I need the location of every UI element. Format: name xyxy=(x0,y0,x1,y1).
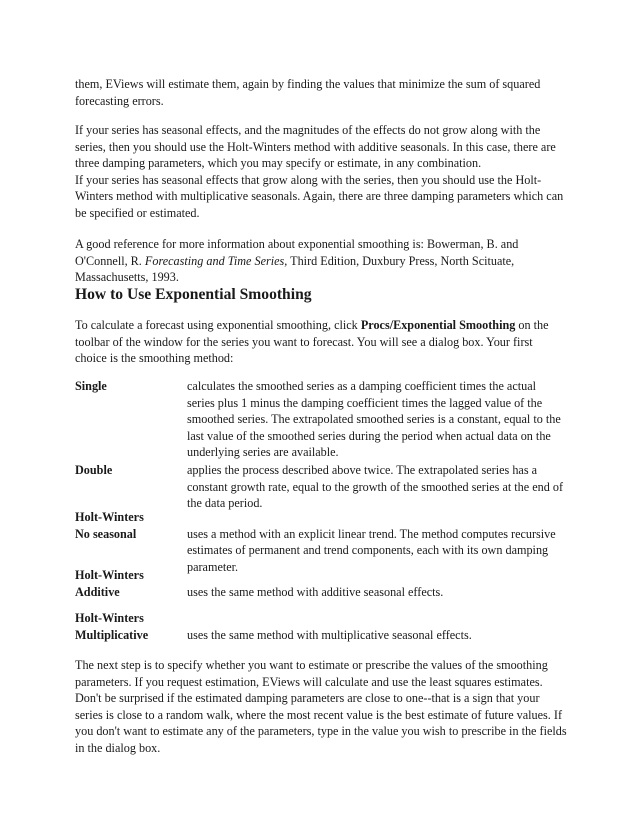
menu-path: Procs/Exponential Smoothing xyxy=(360,318,516,332)
paragraph-additive-seasonals: If your series has seasonal effects, and the magnitudes of the effects do not grow along with the series, then you should use the Holt-Winters method with additive seasonals. In this case, there are three damping parameters, which you may specify or estimate, in any combination. xyxy=(75,123,556,171)
method-term: Holt-Winters Additive xyxy=(75,568,144,599)
reference-book-title: Forecasting and Time Series, xyxy=(144,253,288,268)
method-definition: uses the same method with additive seasonal effects. xyxy=(187,584,444,599)
method-definition: calculates the smoothed series as a damping coefficient times the actual series plus 1 minus the damping coefficient times the lagged value of the smoothed series. The extrapolated smoothed series is a constant, equal to the last value of the smoothed series during the period when actual data on the underlying series are available. xyxy=(187,379,561,460)
paragraph-seasonal xyxy=(75,122,567,222)
how-to-text: To calculate a forecast using exponential smoothing, click xyxy=(75,318,361,332)
reference-text: A good reference for more information about exponential smoothing is: Bowerman, B. and O'Connell, R. xyxy=(75,237,519,268)
section-heading: How to Use Exponential Smoothing xyxy=(75,286,312,303)
reference-publisher: Third Edition, Duxbury Press, North Scituate, Massachusetts, 1993. xyxy=(75,253,515,285)
method-term: Double xyxy=(75,463,113,477)
paragraph-intro-continuation: them, EViews will estimate them, again by finding the values that minimize the sum of squared forecasting errors. xyxy=(75,77,541,108)
method-term: Holt-Winters Multiplicative xyxy=(75,611,149,642)
method-definition: uses a method with an explicit linear trend. The method computes recursive estimates of permanent and trend components, each with its own damping parameter. xyxy=(187,526,556,574)
method-definition: applies the process described above twice. The extrapolated series has a constant growth rate, equal to the growth of the smoothed series at the end of the data period. xyxy=(187,463,564,511)
paragraph-how-to xyxy=(75,317,567,367)
paragraph-multiplicative-seasonals: If your series has seasonal effects that grow along with the series, then you should use the Holt-Winters method with multiplicative seasonals. Again, there are three damping parameters which can be specified or estimated. xyxy=(75,172,564,220)
how-to-text-end: on the toolbar of the window for the series you want to forecast. You will see a dialog box. Your first choice is the smoothing method: xyxy=(75,318,549,366)
method-term: Holt-Winters No seasonal xyxy=(75,510,144,541)
method-term: Single xyxy=(75,379,107,393)
paragraph-reference xyxy=(75,236,567,286)
method-definition: uses the same method with multiplicative seasonal effects. xyxy=(187,627,472,642)
paragraph-next-step: The next step is to specify whether you want to estimate or prescribe the values of the smoothing parameters. If you request estimation, EViews will calculate and use the least squares estimates. Don't be surprised if the estimated damping parameters are close to one--that is a sign that your series is close to a random walk, where the most recent value is the best estimate of future values. If you don't want to estimate any of the parameters, type in the value you wish to prescribe in the fields in the dialog box. xyxy=(75,658,567,755)
